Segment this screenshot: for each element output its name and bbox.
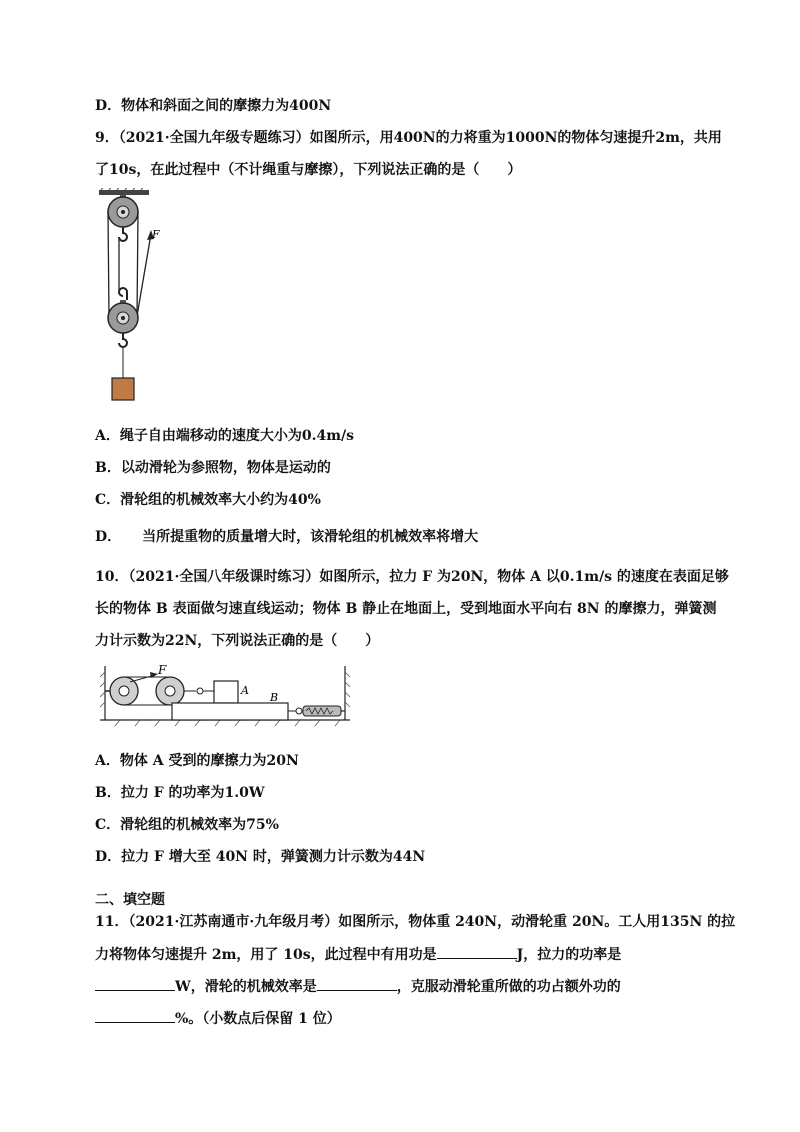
useful-work-blank[interactable] [437, 944, 517, 959]
q10-stem-line1: 10．（2021·全国八年级课时练习）如图所示，拉力 F 为20N，物体 A 以0.1m/s 的速度在表面足够 [95, 569, 729, 585]
q9-stem-line2: 了10s，在此过程中（不计绳重与摩擦），下列说法正确的是（ ） [95, 162, 522, 178]
q10-stem-line3: 力计示数为22N，下列说法正确的是（ ） [95, 633, 380, 649]
block-a-label: A [241, 684, 249, 697]
q9-option-a: A．绳子自由端移动的速度大小为0.4m/s [95, 428, 355, 444]
efficiency-blank[interactable] [317, 976, 397, 991]
q9-option-c: C．滑轮组的机械效率大小约为40% [95, 492, 321, 508]
force-label-f: F [158, 663, 167, 677]
q9-option-d: D． 当所提重物的质量增大时，该滑轮组的机械效率将增大 [95, 529, 479, 545]
q11-text-2b: J，拉力的功率是 [516, 947, 622, 963]
q11-text-2a: 力将物体匀速提升 2m，用了 10s，此过程中有用功是 [95, 947, 437, 963]
q10-option-b: B．拉力 F 的功率为1.0W [95, 785, 265, 801]
pulley-system-figure [95, 188, 165, 408]
section-title: 二、填空题 [95, 892, 165, 908]
q9-stem-line1: 9．（2021·全国九年级专题练习）如图所示，用400N的力将重为1000N的物体匀速提升2m，共用 [95, 130, 722, 146]
force-label-f: F [152, 228, 160, 241]
q11-stem-line1: 11．（2021·江苏南通市·九年级月考）如图所示，物体重 240N，动滑轮重 20N。工人用135N 的拉 [95, 914, 736, 930]
q11-text-3b: ，克服动滑轮重所做的功占额外功的 [396, 979, 621, 995]
friction-system-figure [100, 662, 355, 730]
power-blank[interactable] [95, 976, 175, 991]
q10-option-a: A．物体 A 受到的摩擦力为20N [95, 753, 299, 769]
q11-stem-line3 [95, 976, 621, 997]
q10-option-c: C．滑轮组的机械效率为75% [95, 817, 279, 833]
q9-option-b: B．以动滑轮为参照物，物体是运动的 [95, 460, 331, 476]
q11-text-3a: W，滑轮的机械效率是 [175, 979, 317, 995]
percentage-blank[interactable] [95, 1008, 175, 1023]
block-b-label: B [270, 691, 279, 704]
q11-text-4a: %。（小数点后保留 1 位） [175, 1011, 341, 1027]
q11-stem-line4 [95, 1008, 341, 1029]
q10-option-d: D．拉力 F 增大至 40N 时，弹簧测力计示数为44N [95, 849, 426, 865]
q8-option-d: D．物体和斜面之间的摩擦力为400N [95, 98, 332, 114]
q11-stem-line2 [95, 944, 621, 965]
q10-stem-line2: 长的物体 B 表面做匀速直线运动；物体 B 静止在地面上，受到地面水平向右 8N 的摩擦力，弹簧测 [95, 601, 717, 617]
